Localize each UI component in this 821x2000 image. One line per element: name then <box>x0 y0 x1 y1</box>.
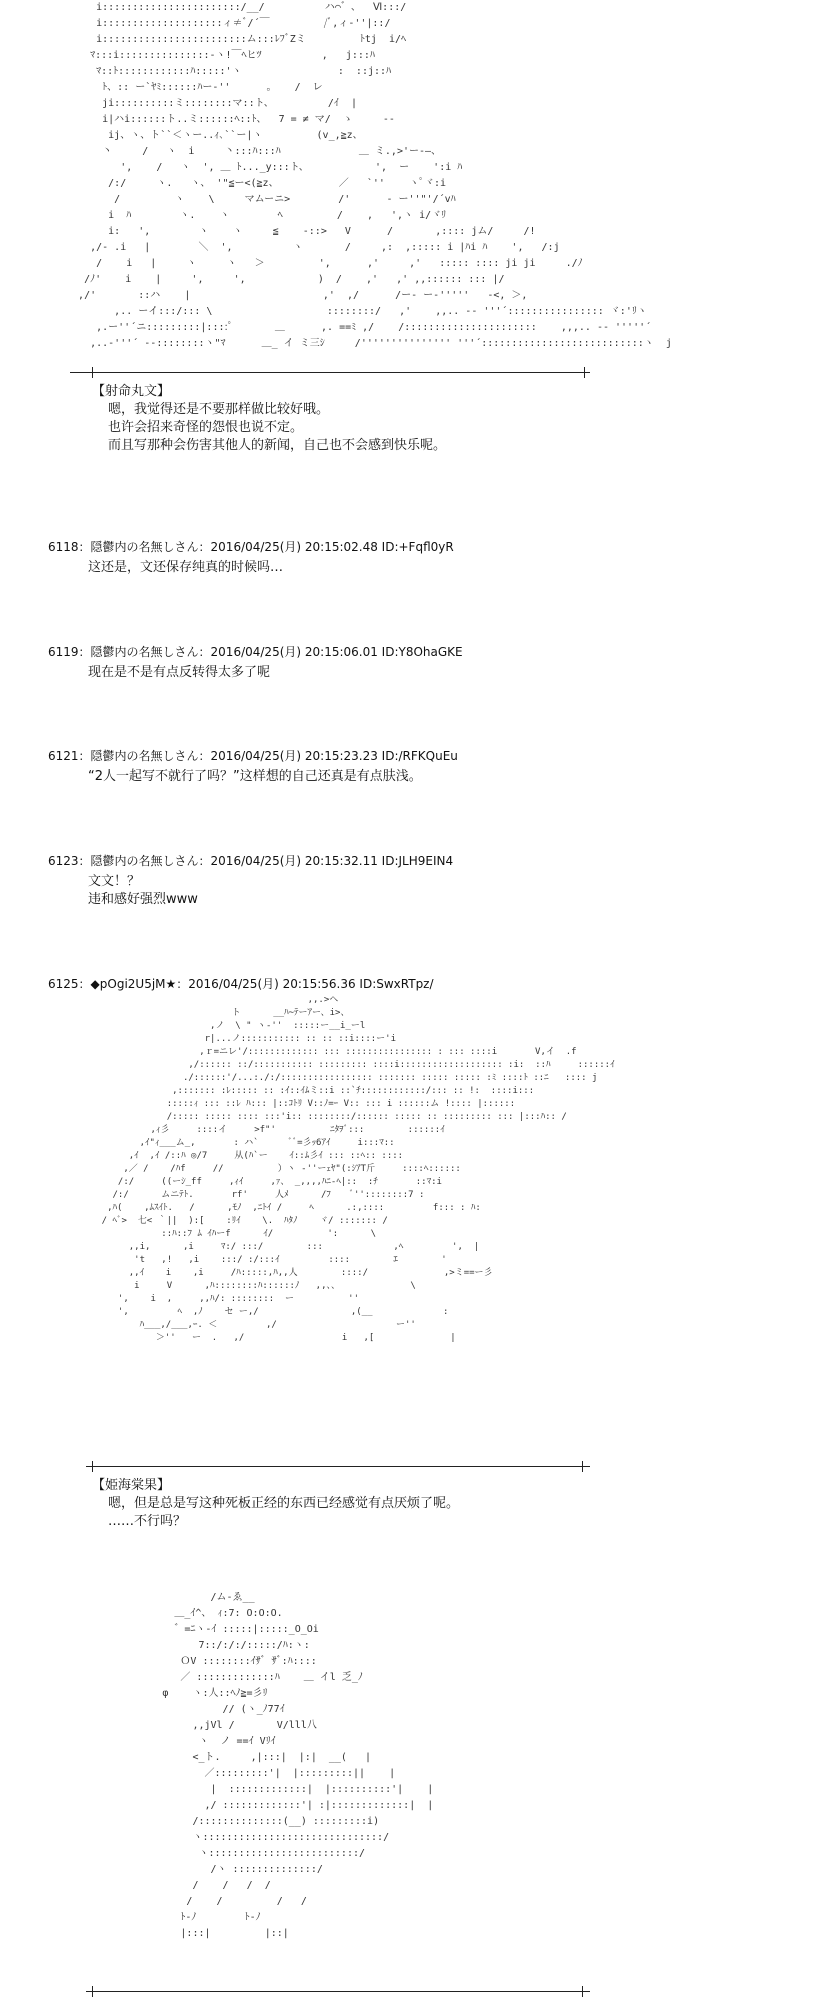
ascii-art-hatate-standing: /ム-ゑ__ ＿_ｲ^、 ｨ:7: O:O:O. ゛=ﾆヽ-ｲ :::::|:::::_O_Oi 7::/:/:/:::::/ﾊ:ヽ: ＯV ::::::::ｲｻﾞ ｻﾞ:ﾊ:::: ／ :::::::::::::ﾊ ＿ イl 乏_ﾉ φ ヽ:人::ﾍﾉ≧=彡ﾘ // (ヽ_ﾉ77ｲ ,,jVl / V/lll八 ヽ ノ ==ｲ Vﾘｲ <_ト. ,|:::| |:| __( | ／:::::::::'| |:::::::::|| | | :::::::::::::| |::::::::::'| | ,/ :::::::::::::'| :|:::::::::::::| | /::::::::::::::(__) :::::::::i) ヽ::::::::::::::::::::::::::::::/ ヽ:::::::::::::::::::::::::/ /ヽ ::::::::::::::/ / / / / / / / / ﾄ-ﾉ ﾄ-ﾉ |:::| |::| <box>162 1592 434 1939</box>
post-header-6118: 6118：隠鬱内の名無しさん：2016/04/25(月) 20:15:02.48 ID:+Fqfl0yR <box>48 540 454 554</box>
dialogue-line: ……不行吗？ <box>108 1514 187 1529</box>
dialogue-line: 嗯，但是总是写这种死板正经的东西已经感觉有点厌烦了呢。 <box>108 1496 460 1511</box>
dialogue-line: 嗯，我觉得还是不要那样做比较好哦。 <box>108 402 330 417</box>
speaker-label-aya: 【射命丸文】 <box>92 384 171 399</box>
speaker-label-hatate: 【姫海棠果】 <box>92 1478 171 1493</box>
ascii-art-hatate: ,,.>ヘ ト __ﾊ~ﾃーｱー、i>、 ,ノ \ " ヽ-'' :::::ー__i_ーl r|...ノ::::::::::: :: :: ::i::::ー'i ,ｒ=ニレ'/::::::::::::: ::: :::::::::::::::: : ::: ::::i V,イ .f ,/:::::: ::/::::::::::: ::::::::: ::::i::::::::::::::::::: :i: ::ﾊ ::::::ｲ ./::::::'/...:./:/::::::::::::::::: ::::::: ::::: ::::: :ﾐ ::::ﾄ ::ﾆ :::: j ,::::::: :ﾚ::::: :: :ｲ::ｲﾑミ::i ::`ﾁ::::::::::::/::: :: !: ::::i::: :::::ｨ ::: ::ﾚ ﾊ::: |::ｺﾄﾘ V::ﾉ=ｰ V:: ::: i ::::::ム !:::: |:::::: /::::: ::::: :::: :::'i:: ::::::::/:::::: ::::: :: ::::::::: ::: |:::ﾊ:: / ,ｨ彡 ::::イ >f"' ﾆﾀｦﾞ::: ::::::ｲ ,ｲ"ｨ___ム_, : ハ` ﾞﾞ=彡ｯ6ｱｲ i:::ﾏ:: ,ｲ ,ｲ /::ﾊ ◎/7 从(ﾊ`ー ｲ::ﾑ彡ｲ ::: ::ﾍ:: :::: ,／ / /ﾊf // ）ヽ ‐''ーｪﾔ"(:ｼｱT斤 ::::ﾍ:::::: /:/ ((ーｼ_ff ,ｨｲ ,ｧ、 _,,,,ﾊﾆ-ﾍ|:: :ﾁ ::ﾏ:i /:/ ムニﾃﾄ. rf' 人ﾒ /ﾌ ﾞ''::::::::7 : ,ﾊ( ,ﾑｽｲﾄ. / ,ﾓﾉ ,ﾆﾄｲ / ﾍ .:,:::: f::: : ﾊ: / ﾍﾞ> 七< ｀|| ):[ :ﾘｲ \. ﾊﾀﾉ ヾ/ ::::::: / ::ﾊ::ﾌ ﾑ ｲﾊーf ｲ/ ': \ ,,i, ,i ﾏ:/ :::/ ::: ,ﾍ ', | 't ,! ,i :::/ :/:::ｲ :::: ｴ ' ,,ｲ i ,i /ﾊ:::::,ﾊ,,人 ::::/ ,>ミ==ー彡 i V ,ﾊ::::::::ﾊ::::::ﾉ ,,、、 \ ', i , ,,ﾊ/: :::::::: ー '' ', ﾍ ,ﾉ セ ー,/ ,(__ : ﾊ___,/___,ｰ. ＜ ,/ ー'' ＞'' ー . ,/ i ,[ | <box>101 995 615 1343</box>
divider-tick-right-3 <box>582 1986 583 1997</box>
post-body-6123: 违和感好强烈www <box>88 892 198 907</box>
divider-line-1 <box>70 372 590 373</box>
dialogue-line: 而且写那种会伤害其他人的新闻，自己也不会感到快乐呢。 <box>108 438 447 453</box>
divider-tick-left-2 <box>92 1461 93 1472</box>
post-header-6125: 6125：◆pOgi2U5jM★：2016/04/25(月) 20:15:56.36 ID:SwxRTpz/ <box>48 977 434 991</box>
post-body-6123: 文文！？ <box>88 874 141 889</box>
dialogue-line: 也许会招来奇怪的怨恨也说不定。 <box>108 420 304 435</box>
post-header-6119: 6119：隠鬱内の名無しさん：2016/04/25(月) 20:15:06.01 ID:Y8OhaGKE <box>48 645 463 659</box>
divider-tick-left-3 <box>92 1986 93 1997</box>
ascii-art-aya: i:::::::::::::::::::::::/__/ ハ⌒゛、 Ⅵ:::/ i::::::::::::::::::::ィ≠ﾞ/´￣ /ﾞ,ィ-''|::/ i::::::::::::::::::::::::ム:::ﾚﾌﾞZミ ﾄtj i/ﾍ ﾏ:::i:::::::::::::::-ヽ!￣ﾍヒﾂ , j:::ﾊ ﾏ::ﾄ::::::::::::ﾊ:::::'ヽ : ::j::ﾊ ﾄ、:: ー`ﾔﾐ::::::ﾊー‐'' 。 / レ ji::::::::::ミ::::::::マ::ト、 /ｲ | i|ハi::::::ト..ミ::::::ﾍ::ﾄ、 7 = ≠ マ/ ゝ -- ij、ヽ、ト``＜ヽー..ｨ､``ー|ヽ (v_,≧z、 丶 / ヽ i 丶:::ﾊ:::ﾊ ＿ ミ.,>'ー-―、 ', / ヽ ', ＿ ﾄ..._y:::ト、 ', ー ':i ﾊ /:/ ヽ. ヽ、 '"≦ー<(≧z、 ／ `'' ヽﾟヾ:i / ヽ \ マムーニ> /' - ー''"'/´vﾊ i ﾊ ヽ. ヽ ﾍ / , ',ヽ i/ヾﾘ i: ', ヽ ヽ ≦ -::> V / ,:::: jム/ /! ,/- .i | ＼ ', ヽ / ,: ,::::: i |ﾊi ﾊ ', /:j / i | ヽ ヽ ＞ ', ,' ,' ::::: :::: ji ji ./ﾉ /ﾉ' i | ', ', ) / ,' ,' ,,:::::: ::: |/ ,/' ::ハ | ,' ,/ /ー- ー‐''''' -<, ＞, ,.. ーイ:::/::: \ ::::::::/ ,' ,,.. ‐- '''´:::::::::::::::: ヾ:'ﾘヽ ,.ー''´ニ:::::::::|::::ﾟ ＿ ,. ==ﾐ ,/ /:::::::::::::::::::::: ,,,.. -- '''''´ ,..-'''´ --::::::::ヽ"ﾏ ＿_ イ ミ三ｼ /''''''''''''''' '''´:::::::::::::::::::::::::::ヽ j <box>78 2 672 349</box>
post-header-6123: 6123：隠鬱内の名無しさん：2016/04/25(月) 20:15:32.11 ID:JLH9EIN4 <box>48 854 454 868</box>
divider-tick-left-1 <box>92 367 93 378</box>
divider-line-2 <box>86 1466 590 1467</box>
post-body-6121: “2人一起写不就行了吗？”这样想的自己还真是有点肤浅。 <box>88 769 422 784</box>
divider-tick-right-2 <box>582 1461 583 1472</box>
post-body-6119: 现在是不是有点反转得太多了呢 <box>88 665 271 680</box>
post-body-6118: 这还是，文还保存纯真的时候吗… <box>88 560 284 575</box>
divider-tick-right-1 <box>584 367 585 378</box>
post-header-6121: 6121：隠鬱内の名無しさん：2016/04/25(月) 20:15:23.23 ID:/RFKQuEu <box>48 749 458 763</box>
divider-line-3 <box>86 1991 590 1992</box>
